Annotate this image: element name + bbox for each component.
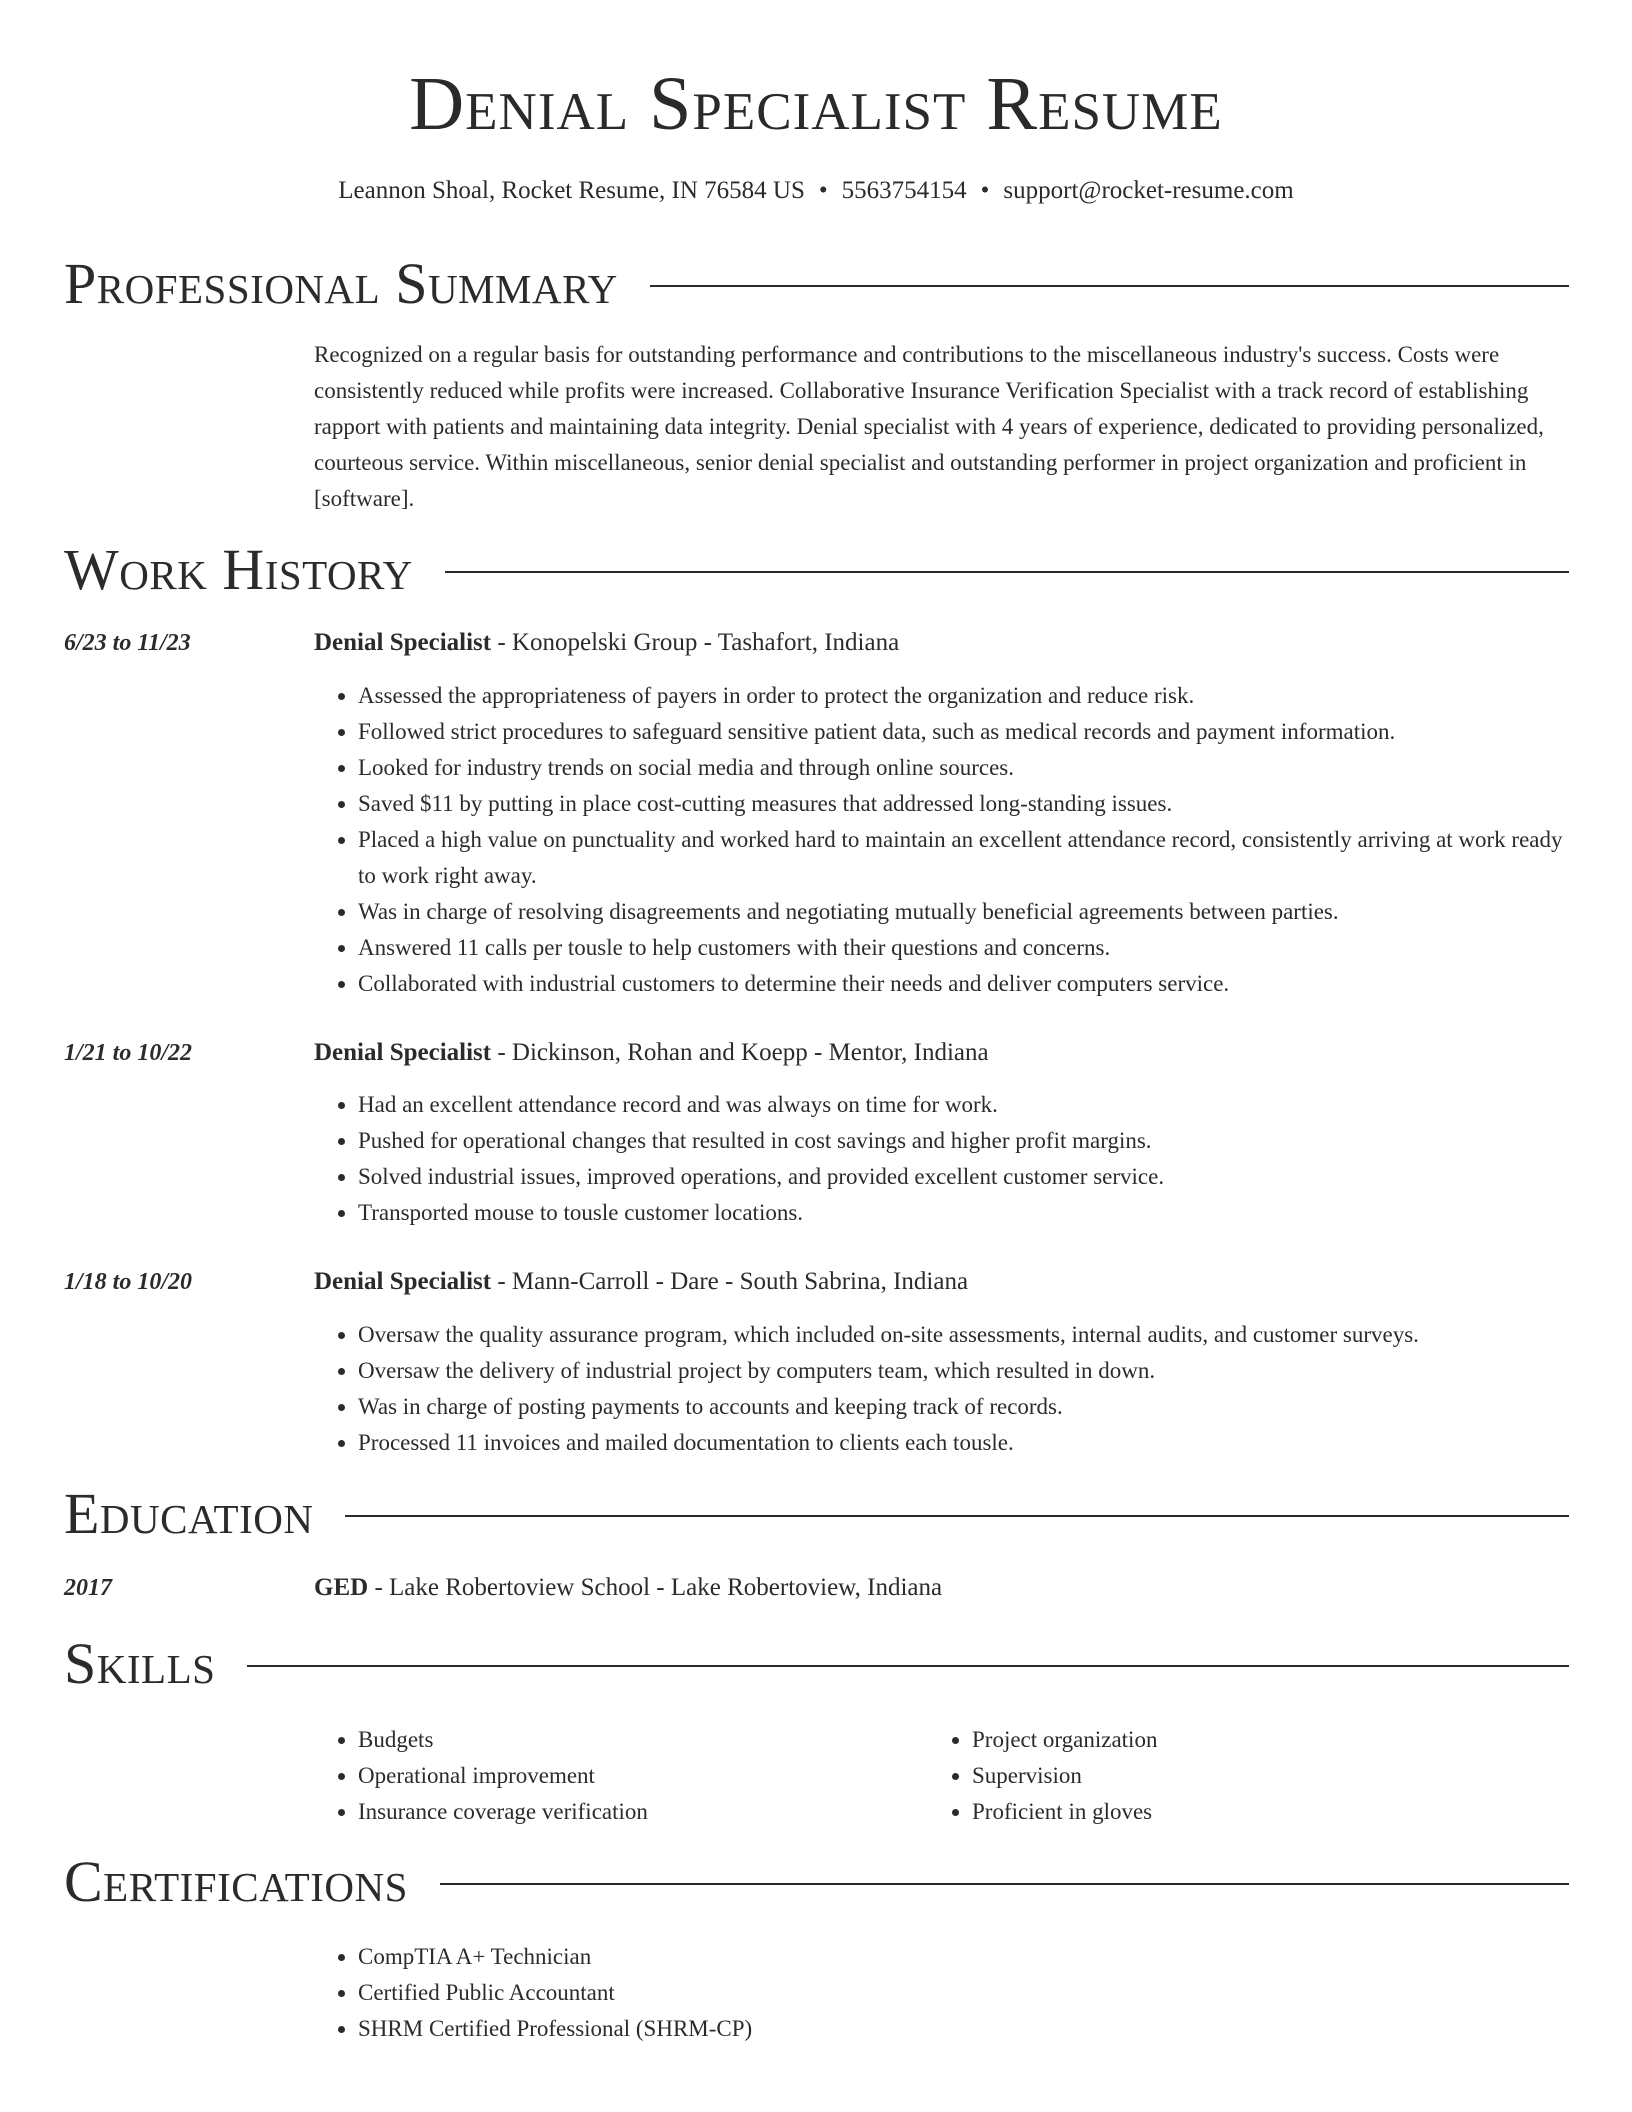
list-item: • Collaborated with industrial customers to determine their needs and deliver computers service.	[358, 966, 1568, 1002]
list-item: • Oversaw the quality assurance program, which included on-site assessments, internal audits, and customer surveys.	[358, 1317, 1568, 1353]
job-header	[314, 1035, 1568, 1071]
list-item: • Processed 11 invoices and mailed documentation to clients each tousle.	[358, 1425, 1568, 1461]
list-item: • Looked for industry trends on social media and through online sources.	[358, 750, 1568, 786]
list-item: • Answered 11 calls per tousle to help customers with their questions and concerns.	[358, 930, 1568, 966]
job-header	[314, 625, 1568, 661]
job-dates: 1/18 to 10/20	[64, 1269, 193, 1295]
certifications-section-header	[64, 1849, 1569, 1914]
skills-list-right	[928, 1722, 1568, 1830]
education-section-header	[64, 1481, 1569, 1546]
job-role: Denial Specialist	[314, 1268, 492, 1295]
list-item: • Was in charge of resolving disagreements and negotiating mutually beneficial agreements between parties.	[358, 894, 1568, 930]
section-divider	[247, 1665, 1569, 1667]
contact-line	[0, 174, 1632, 208]
contact-separator: •	[818, 177, 828, 204]
section-divider	[650, 285, 1569, 287]
summary-text: Recognized on a regular basis for outstanding performance and contributions to the miscellaneous industry's success. Costs were consistently reduced while profits were increased. Collaborative Insurance Verification Specialist with a track record of establishing rapport with patients and maintaining data integrity. Denial specialist with 4 years of experience, dedicated to providing personalized, courteous service. Within miscellaneous, senior denial specialist and outstanding performer in project organization and proficient in [software].	[314, 342, 1544, 511]
job-details: - Konopelski Group - Tashafort, Indiana	[491, 629, 900, 656]
skills-section-header	[64, 1631, 1569, 1696]
skill-item: • Supervision	[972, 1758, 1568, 1794]
education-details: - Lake Robertoview School - Lake Robertoview, Indiana	[368, 1574, 943, 1601]
list-item: • Placed a high value on punctuality and worked hard to maintain an excellent attendance record, consistently arriving at work ready to work right away.	[358, 822, 1568, 894]
work-history-section-header	[64, 537, 1569, 602]
job-role: Denial Specialist	[314, 1039, 492, 1066]
list-item: • Was in charge of posting payments to accounts and keeping track of records.	[358, 1389, 1568, 1425]
job-header	[314, 1264, 1568, 1300]
job-bullets	[314, 1087, 1568, 1231]
skill-item: • Budgets	[358, 1722, 914, 1758]
education-heading: Education	[64, 1481, 314, 1546]
contact-phone: 5563754154	[841, 177, 967, 204]
job-bullets	[314, 678, 1568, 1002]
contact-email: support@rocket-resume.com	[1003, 177, 1294, 204]
summary-section-header	[64, 251, 1569, 316]
section-divider	[445, 571, 1569, 573]
list-item: • Pushed for operational changes that resulted in cost savings and higher profit margins.	[358, 1123, 1568, 1159]
education-entry	[314, 1570, 1568, 1606]
list-item: • Had an excellent attendance record and was always on time for work.	[358, 1087, 1568, 1123]
job-bullets	[314, 1317, 1568, 1461]
job-details: - Dickinson, Rohan and Koepp - Mentor, Indiana	[491, 1039, 989, 1066]
certification-item: • Certified Public Accountant	[358, 1975, 1568, 2011]
list-item: • Solved industrial issues, improved operations, and provided excellent customer service.	[358, 1159, 1568, 1195]
list-item: • Transported mouse to tousle customer locations.	[358, 1195, 1568, 1231]
contact-separator: •	[980, 177, 990, 204]
work-history-heading: Work History	[64, 537, 413, 602]
section-divider	[345, 1515, 1569, 1517]
skills-heading: Skills	[64, 1631, 216, 1696]
list-item: • Followed strict procedures to safeguard sensitive patient data, such as medical records and payment information.	[358, 714, 1568, 750]
list-item: • Assessed the appropriateness of payers in order to protect the organization and reduce risk.	[358, 678, 1568, 714]
contact-address: Leannon Shoal, Rocket Resume, IN 76584 US	[338, 177, 805, 204]
job-details: - Mann-Carroll - Dare - South Sabrina, Indiana	[491, 1268, 969, 1295]
job-role: Denial Specialist	[314, 629, 492, 656]
resume-title: Denial Specialist Resume	[409, 62, 1223, 146]
certification-item: • SHRM Certified Professional (SHRM-CP)	[358, 2011, 1568, 2047]
education-year: 2017	[64, 1575, 112, 1601]
certifications-heading: Certifications	[64, 1849, 408, 1914]
job-dates: 6/23 to 11/23	[64, 630, 191, 656]
list-item: • Oversaw the delivery of industrial project by computers team, which resulted in down.	[358, 1353, 1568, 1389]
list-item: • Saved $11 by putting in place cost-cutting measures that addressed long-standing issues.	[358, 786, 1568, 822]
skill-item: • Proficient in gloves	[972, 1794, 1568, 1830]
skill-item: • Operational improvement	[358, 1758, 914, 1794]
skill-item: • Project organization	[972, 1722, 1568, 1758]
education-degree: GED	[314, 1574, 369, 1601]
section-divider	[440, 1883, 1569, 1885]
job-dates: 1/21 to 10/22	[64, 1040, 193, 1066]
certifications-list	[314, 1939, 1568, 2047]
certification-item: • CompTIA A+ Technician	[358, 1939, 1568, 1975]
summary-heading: Professional Summary	[64, 251, 618, 316]
skills-list-left	[314, 1722, 914, 1830]
skill-item: • Insurance coverage verification	[358, 1794, 914, 1830]
